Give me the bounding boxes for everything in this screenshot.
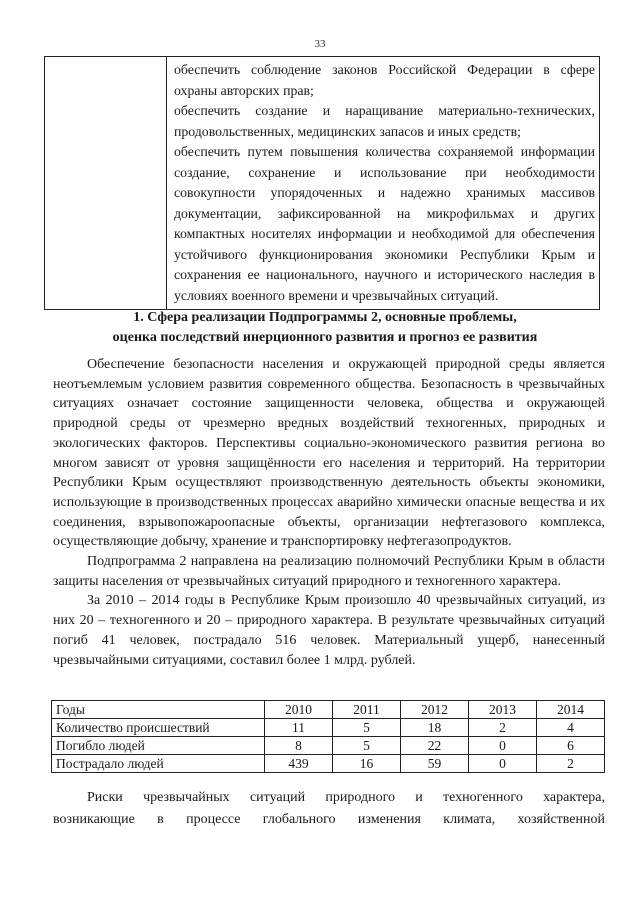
measure-item: обеспечить создание и наращивание материально-технических, продовольственных, медицинских запасов и иных средств;	[174, 103, 595, 139]
table-header-row	[52, 701, 605, 719]
year-header: 2013	[469, 701, 537, 719]
table-row	[52, 719, 605, 737]
table-cell: 8	[265, 737, 333, 755]
table-row	[52, 755, 605, 773]
section-heading-line2: оценка последствий инерционного развития и прогноз ее развития	[112, 330, 538, 345]
table-cell: 439	[265, 755, 333, 773]
years-header: Годы	[52, 701, 265, 719]
measure-item: обеспечить соблюдение законов Российской Федерации в сфере охраны авторских прав;	[174, 62, 595, 98]
emergency-stats-table	[51, 700, 605, 773]
row-label: Погибло людей	[52, 737, 265, 755]
continuation-table	[44, 56, 600, 310]
table-cell: 2	[537, 755, 605, 773]
table-cell: 5	[333, 719, 401, 737]
table-cell: 22	[401, 737, 469, 755]
table-cell: 6	[537, 737, 605, 755]
table-row	[52, 737, 605, 755]
section-heading-line1: 1. Сфера реализации Подпрограммы 2, основные проблемы,	[133, 310, 517, 325]
risk-line: Риски чрезвычайных ситуаций природного и техногенного характера,	[87, 790, 605, 805]
table-cell: 5	[333, 737, 401, 755]
body-paragraph: Подпрограмма 2 направлена на реализацию полномочий Республики Крым в области защиты населения от чрезвычайных ситуаций природного и техногенного характера.	[53, 554, 605, 589]
body-paragraph: Обеспечение безопасности населения и окружающей природной среды является неотъемлемым условием развития современного общества. Безопасность в чрезвычайных ситуациях означает состояние защищенности человека, общества и окружающей природной среды от чрезмерно вредных воздействий техногенных, природных и экологических факторов. Перспективы социально-экономического развития региона во многом зависят от уровня защищённости его населения и территорий. На территории Республики Крым осуществляют производственную деятельность объекты экономики, использующие в производственных процессах аварийно химически опасные вещества и их соединения, взрывопожароопасные объекты, организации нефтегазового комплекса, осуществляющие добычу, хранение и транспортировку нефтегазопродуктов.	[53, 357, 605, 550]
table-cell: 11	[265, 719, 333, 737]
body-paragraph: За 2010 – 2014 годы в Республике Крым произошло 40 чрезвычайных ситуаций, из них 20 – техногенного и 20 – природного характера. В результате чрезвычайных ситуаций погиб 41 человек, пострадало 516 человек. Материальный ущерб, нанесенный чрезвычайными ситуациями, составил более 1 млрд. рублей.	[53, 593, 605, 668]
table-row	[45, 57, 600, 310]
year-header: 2012	[401, 701, 469, 719]
measure-item: обеспечить путем повышения количества сохраняемой информации создание, сохранение и использование при необходимости совокупности упорядоченных и надежно хранимых массивов документации, зафиксированной на микрофильмах и других компактных носителях информации и необходимой для обеспечения устойчивого функционирования экономики Республики Крым и сохранения ее национального, научного и исторического наследия в условиях военного времени и чрезвычайных ситуаций.	[174, 144, 595, 303]
table-cell: 0	[469, 755, 537, 773]
page-number: 33	[314, 38, 326, 50]
section-heading	[60, 308, 590, 348]
risk-line: возникающие в процессе глобального изменения климата, хозяйственной	[53, 812, 605, 827]
table-cell: 4	[537, 719, 605, 737]
row-label: Количество происшествий	[52, 719, 265, 737]
section-body	[53, 355, 605, 670]
risk-paragraph	[53, 787, 605, 831]
table-cell: 16	[333, 755, 401, 773]
measures-cell	[167, 57, 600, 310]
table-cell: 18	[401, 719, 469, 737]
year-header: 2014	[537, 701, 605, 719]
table-cell: 0	[469, 737, 537, 755]
empty-left-cell	[45, 57, 167, 310]
table-cell: 59	[401, 755, 469, 773]
year-header: 2011	[333, 701, 401, 719]
row-label: Пострадало людей	[52, 755, 265, 773]
year-header: 2010	[265, 701, 333, 719]
table-cell: 2	[469, 719, 537, 737]
